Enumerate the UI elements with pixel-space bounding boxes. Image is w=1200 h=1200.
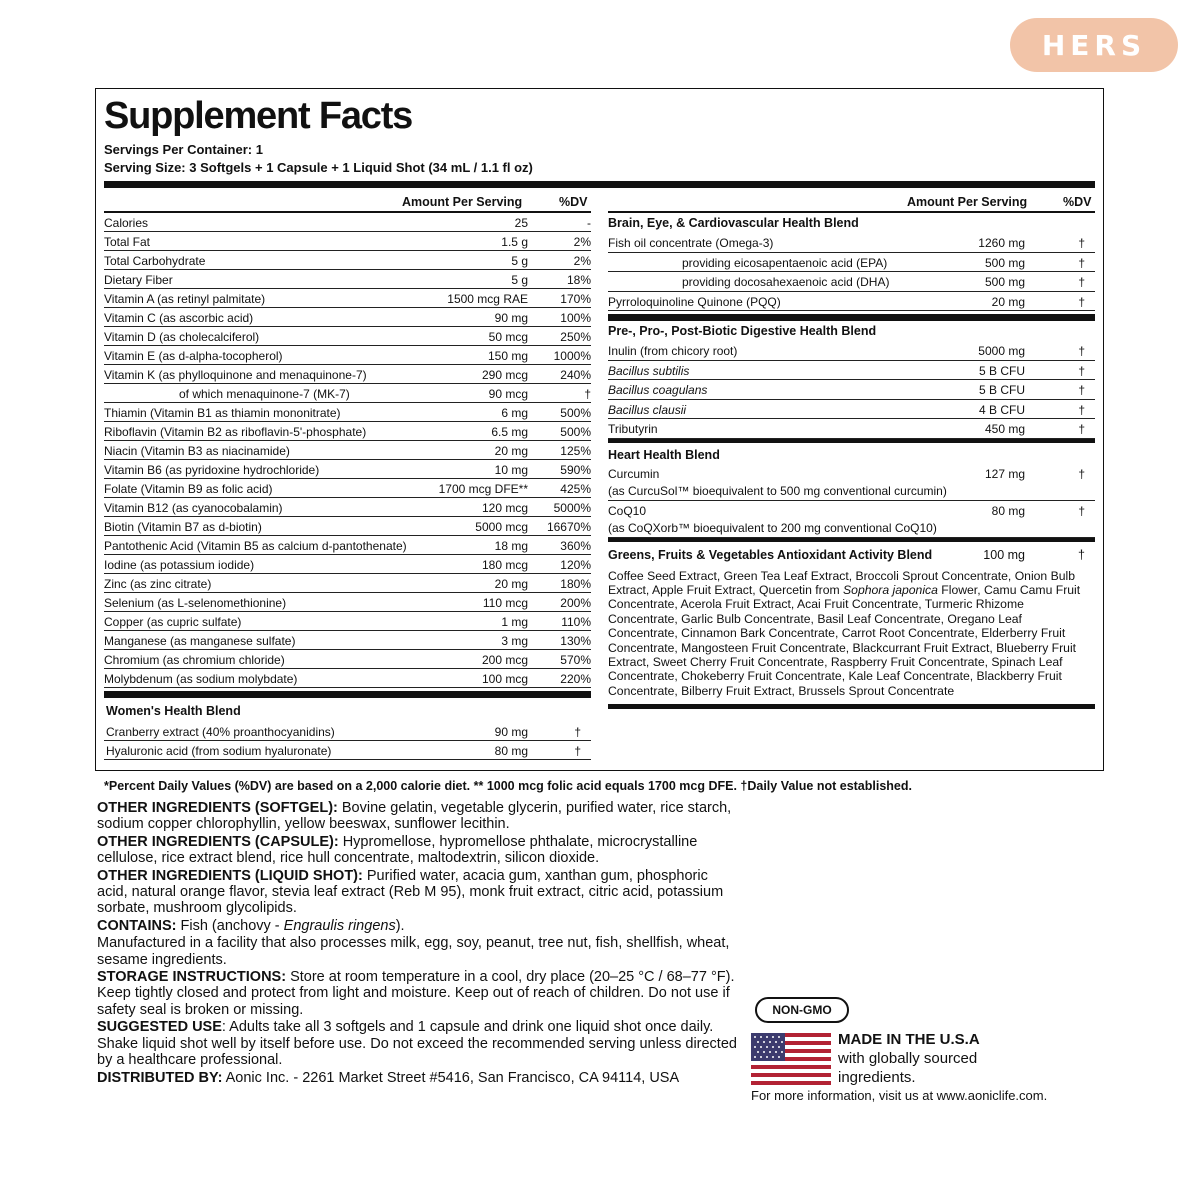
table-row (104, 593, 591, 612)
made-line-3: ingredients. (838, 1069, 916, 1086)
nutrient-name: Bacillus subtilis (608, 363, 690, 378)
nutrient-amount: 20 mg (494, 577, 528, 591)
table-row (104, 612, 591, 631)
left-column-header (104, 191, 591, 213)
dv-footnote: *Percent Daily Values (%DV) are based on a 2,000 calorie diet. ** 1000 mcg folic acid equals 1700 mcg DFE. †Daily Value not established. (104, 779, 912, 793)
made-in-usa-block (838, 1030, 980, 1087)
non-gmo-badge: NON-GMO (755, 997, 849, 1023)
nutrient-amount: 1700 mcg DFE** (438, 482, 528, 496)
nutrient-amount: 90 mg (494, 725, 528, 739)
heart-blend-list (608, 464, 1095, 538)
nutrient-name: Inulin (from chicory root) (608, 344, 738, 358)
nutrient-name: of which menaquinone-7 (MK-7) (179, 387, 350, 401)
nutrient-amount: 80 mg (494, 744, 528, 758)
nutrient-amount: 50 mcg (488, 330, 528, 344)
table-row (104, 498, 591, 517)
digestive-divider-bar (608, 314, 1095, 321)
amount-header-right: Amount Per Serving (907, 195, 1028, 209)
nutrient-dv: 180% (560, 577, 591, 591)
table-row (608, 464, 1095, 501)
nutrient-amount: 5 g (511, 273, 528, 287)
nutrient-dv: 220% (560, 672, 591, 686)
nutrient-name: Bacillus clausii (608, 402, 687, 417)
nutrient-name: providing eicosapentaenoic acid (EPA) (682, 255, 888, 270)
nutrient-dv: † (1078, 363, 1085, 378)
nutrient-amount: 500 mg (984, 275, 1025, 289)
nutrient-name: Molybdenum (as sodium molybdate) (104, 672, 298, 686)
nutrient-dv: 170% (560, 292, 591, 306)
nutrient-amount: 6 mg (501, 406, 528, 420)
left-column (104, 191, 591, 760)
nutrient-dv: † (1078, 422, 1085, 436)
table-row (608, 400, 1095, 420)
blend-divider-bar (104, 691, 591, 698)
nutrient-name: providing docosahexaenoic acid (DHA) (682, 275, 890, 289)
table-row (104, 365, 591, 384)
capsule-ingredients (97, 834, 737, 867)
nutrient-amount: 20 mg (991, 294, 1025, 309)
suggested-use (97, 1019, 737, 1068)
dv-header: %DV (559, 195, 588, 209)
table-row (104, 460, 591, 479)
greens-text-part1: Coffee Seed Extract, Green Tea Leaf Extract, Broccoli Sprout Concentrate, Onion Bulb Extract, Apple Fruit Extract, Quercetin from (608, 568, 1075, 597)
nutrient-name: Tributyrin (608, 422, 658, 436)
table-row (104, 517, 591, 536)
nutrient-amount: 290 mcg (481, 368, 528, 382)
nutrient-amount: 5000 mcg (475, 520, 528, 534)
greens-blend-title: Greens, Fruits & Vegetables Antioxidant Activity Blend (608, 547, 933, 562)
table-row (104, 251, 591, 270)
more-info-text: For more information, visit us at www.aoniclife.com. (751, 1088, 1048, 1103)
nutrient-dv: 570% (560, 653, 591, 667)
nutrient-amount: 20 mg (494, 444, 528, 458)
nutrient-dv: † (1078, 344, 1085, 358)
nutrient-amount: 6.5 mg (491, 425, 528, 439)
brain-blend-title-text: Brain, Eye, & Cardiovascular Health Blend (608, 216, 859, 230)
heart-blend-title (608, 443, 1095, 464)
table-row (104, 574, 591, 593)
servings-per-container: Servings Per Container: 1 (104, 142, 263, 157)
nutrient-amount: 90 mcg (488, 387, 528, 401)
nutrient-name: Vitamin C (as ascorbic acid) (104, 311, 254, 325)
nutrient-name: Vitamin B6 (as pyridoxine hydrochloride) (104, 463, 320, 477)
nutrient-dv: 360% (560, 539, 591, 553)
nutrient-dv: 240% (560, 368, 591, 382)
nutrient-name: Vitamin E (as d-alpha-tocopherol) (104, 349, 283, 363)
nutrient-dv: 130% (560, 634, 591, 648)
distributed-by (97, 1070, 737, 1086)
nutrient-subtext: (as CoQXorb™ bioequivalent to 200 mg conventional CoQ10) (608, 520, 937, 535)
table-row (608, 233, 1095, 253)
nutrient-name: Riboflavin (Vitamin B2 as riboflavin-5'-phosphate) (104, 425, 367, 439)
made-line-2: with globally sourced (838, 1050, 978, 1067)
nutrient-amount: 120 mcg (481, 501, 528, 515)
greens-text-italic: Sophora japonica (843, 582, 938, 597)
page-title: Supplement Facts (104, 95, 413, 137)
nutrient-name: Thiamin (Vitamin B1 as thiamin mononitrate) (104, 406, 341, 420)
facility-text: Manufactured in a facility that also processes milk, egg, soy, peanut, tree nut, fish, shellfish, wheat, sesame ingredients. (97, 935, 730, 968)
table-row (104, 631, 591, 650)
contains-text: Fish (anchovy - (176, 917, 284, 934)
nutrient-dv: † (1078, 294, 1085, 309)
dist-label: DISTRIBUTED BY: (97, 1069, 223, 1086)
nutrient-amount: 18 mg (494, 539, 528, 553)
nutrient-name: Vitamin A (as retinyl palmitate) (104, 292, 266, 306)
nutrient-amount: 5 g (511, 254, 528, 268)
table-row (104, 741, 591, 760)
nutrient-name: Hyaluronic acid (from sodium hyaluronate) (106, 744, 332, 758)
bottom-divider-bar (608, 704, 1095, 709)
nutrient-dv: 2% (573, 235, 591, 249)
table-row (104, 232, 591, 251)
storage-text: Store at room temperature in a cool, dry place (20–25 °C / 68–77 °F). Keep tightly closed and protect from light and moisture. Keep out of reach of children. Do not use if safety seal is broken or missing. (97, 969, 735, 1018)
nutrient-dv: † (1078, 255, 1085, 270)
nutrient-name: Chromium (as chromium chloride) (104, 653, 285, 667)
nutrient-dv: 1000% (553, 349, 591, 363)
top-divider-bar (104, 181, 1095, 188)
nutrient-name: Fish oil concentrate (Omega-3) (608, 236, 774, 250)
nutrient-amount: 200 mcg (481, 653, 528, 667)
nutrient-name: Vitamin K (as phylloquinone and menaquinone-7) (104, 368, 367, 382)
table-row (608, 253, 1095, 273)
nutrient-dv: † (1078, 236, 1085, 250)
right-column (608, 191, 1095, 709)
table-row (104, 346, 591, 365)
brain-blend-title (608, 213, 1095, 233)
nutrient-dv: † (584, 387, 591, 401)
nutrient-dv: 18% (566, 273, 591, 287)
womens-blend-title (104, 698, 591, 722)
nutrient-dv: 590% (560, 463, 591, 477)
greens-blend-dv: † (1078, 547, 1085, 562)
use-label: SUGGESTED USE (97, 1019, 222, 1036)
table-row (608, 501, 1095, 538)
nutrient-list (104, 213, 591, 688)
nutrient-dv: 16670% (546, 520, 591, 534)
digestive-blend-title (608, 321, 1095, 341)
nutrient-name: Biotin (Vitamin B7 as d-biotin) (104, 520, 262, 534)
nutrient-name: Selenium (as L-selenomethionine) (104, 596, 287, 610)
greens-blend-header (608, 542, 1095, 566)
other-ingredients-section (97, 800, 737, 1087)
table-row (104, 479, 591, 498)
nutrient-dv: 5000% (553, 501, 591, 515)
table-row (104, 650, 591, 669)
nutrient-dv: † (1078, 402, 1085, 417)
dist-text: Aonic Inc. - 2261 Market Street #5416, San Francisco, CA 94114, USA (222, 1069, 680, 1086)
table-row (608, 419, 1095, 439)
table-row (608, 361, 1095, 381)
nutrient-amount: 1.5 g (501, 235, 528, 249)
nutrient-name: Niacin (Vitamin B3 as niacinamide) (104, 444, 290, 458)
nutrient-name: Folate (Vitamin B9 as folic acid) (104, 482, 273, 496)
nutrient-name: CoQ10 (608, 503, 647, 518)
nutrient-amount: 1 mg (501, 615, 528, 629)
nutrient-amount: 3 mg (501, 634, 528, 648)
table-row (104, 441, 591, 460)
table-row (608, 292, 1095, 312)
nutrient-amount: 100 mcg (481, 672, 528, 686)
nutrient-amount: 5000 mg (978, 344, 1025, 358)
nutrient-name: Copper (as cupric sulfate) (104, 615, 242, 629)
nutrient-amount: 450 mg (984, 422, 1025, 436)
storage-instructions (97, 969, 737, 1018)
nutrient-amount: 180 mcg (481, 558, 528, 572)
nutrient-amount: 80 mg (991, 503, 1025, 518)
nutrient-amount: 25 (514, 216, 528, 230)
dv-header-right: %DV (1063, 195, 1092, 209)
table-row (104, 308, 591, 327)
nutrient-dv: † (1078, 466, 1085, 481)
nutrient-name: Total Fat (104, 235, 151, 249)
nutrient-name: Calories (104, 216, 149, 230)
hers-badge: HERS (1010, 18, 1178, 72)
serving-size: Serving Size: 3 Softgels + 1 Capsule + 1 Liquid Shot (34 mL / 1.1 fl oz) (104, 160, 533, 175)
supplement-facts-panel (95, 88, 1104, 771)
table-row (608, 272, 1095, 292)
greens-blend-ingredients (608, 566, 1095, 699)
nutrient-amount: 150 mg (487, 349, 528, 363)
capsule-label: OTHER INGREDIENTS (CAPSULE): (97, 833, 339, 850)
nutrient-amount: 127 mg (984, 466, 1025, 481)
nutrient-name: Curcumin (608, 466, 660, 481)
nutrient-name: Dietary Fiber (104, 273, 173, 287)
greens-text-part2: Flower, Camu Camu Fruit Concentrate, Acerola Fruit Extract, Acai Fruit Concentrate, Turmeric Rhizome Concentrate, Garlic Bulb Concentrate, Basil Leaf Concentrate, Oregano Leaf Concentrate, Cinnamon Bark Concentrate, Carrot Root Concentrate, Elderberry Fruit Concentrate, Mangosteen Fruit Concentrate, Blackcurrant Fruit Extract, Blueberry Fruit Extract, Sweet Cherry Fruit Concentrate, Raspberry Fruit Concentrate, Spinach Leaf Concentrate, Chokeberry Fruit Concentrate, Kale Leaf Concentrate, Blackberry Fruit Concentrate, Bilberry Fruit Extract, Brussels Sprout Concentrate (608, 582, 1081, 698)
liquid-shot-ingredients (97, 868, 737, 917)
nutrient-dv: 250% (560, 330, 591, 344)
amount-header: Amount Per Serving (402, 195, 523, 209)
contains-end: ). (395, 917, 405, 934)
greens-blend-amount: 100 mg (983, 547, 1025, 562)
nutrient-dv: 425% (560, 482, 591, 496)
nutrient-dv: 125% (560, 444, 591, 458)
table-row (104, 536, 591, 555)
nutrient-name: Bacillus coagulans (608, 383, 708, 397)
shot-text: Purified water, acacia gum, xanthan gum, phosphoric acid, natural orange flavor, stevia leaf extract (Reb M 95), monk fruit extract, citric acid, potassium sorbate, mushroom glycolipids. (97, 867, 724, 917)
table-row (104, 213, 591, 232)
digestive-blend-list (608, 341, 1095, 439)
womens-blend-list (104, 722, 591, 760)
softgel-ingredients (97, 800, 737, 833)
nutrient-name: Cranberry extract (40% proanthocyanidins) (106, 725, 335, 739)
table-row (608, 341, 1095, 361)
nutrient-dv: † (1078, 383, 1085, 397)
brain-blend-list (608, 233, 1095, 311)
nutrient-dv: 2% (573, 254, 591, 268)
nutrient-amount: 10 mg (494, 463, 528, 477)
table-row (104, 289, 591, 308)
table-row (608, 380, 1095, 400)
table-row (104, 669, 591, 688)
nutrient-name: Manganese (as manganese sulfate) (104, 634, 296, 648)
shot-label: OTHER INGREDIENTS (LIQUID SHOT): (97, 867, 363, 884)
nutrient-name: Iodine (as potassium iodide) (104, 558, 255, 572)
nutrient-dv: † (1078, 275, 1085, 289)
us-flag-icon (751, 1033, 831, 1085)
nutrient-name: Vitamin D (as cholecalciferol) (104, 330, 260, 344)
facility-statement (97, 935, 737, 968)
use-text: : Adults take all 3 softgels and 1 capsule and drink one liquid shot once daily. Shake liquid shot well by itself before use. Do not exceed the recommended serving unless directed by a healthcare professional. (97, 1019, 737, 1069)
contains-statement (97, 918, 737, 934)
nutrient-name: Pyrroloquinoline Quinone (PQQ) (608, 294, 781, 309)
nutrient-amount: 500 mg (984, 255, 1025, 270)
storage-label: STORAGE INSTRUCTIONS: (97, 969, 287, 986)
nutrient-name: Vitamin B12 (as cyanocobalamin) (104, 501, 283, 515)
right-column-header (608, 191, 1095, 213)
table-row (104, 422, 591, 441)
heart-blend-title-text: Heart Health Blend (608, 447, 720, 462)
table-row (104, 327, 591, 346)
nutrient-dv: † (1078, 503, 1085, 518)
table-row (104, 722, 591, 741)
contains-label: CONTAINS: (97, 917, 177, 934)
nutrient-amount: 4 B CFU (978, 402, 1025, 417)
nutrient-name: Zinc (as zinc citrate) (104, 577, 212, 591)
nutrient-dv: 110% (561, 615, 591, 629)
nutrient-amount: 5 B CFU (978, 383, 1025, 397)
nutrient-dv: 500% (560, 425, 591, 439)
nutrient-dv: 200% (560, 596, 591, 610)
softgel-label: OTHER INGREDIENTS (SOFTGEL): (97, 800, 338, 816)
made-in-usa-label: MADE IN THE U.S.A (838, 1031, 980, 1048)
nutrient-dv: † (574, 744, 581, 758)
nutrient-dv: - (587, 216, 591, 230)
nutrient-amount: 1260 mg (978, 236, 1025, 250)
nutrient-dv: 120% (560, 558, 591, 572)
womens-blend-title-text: Women's Health Blend (106, 704, 241, 718)
capsule-text: Hypromellose, hypromellose phthalate, microcrystalline cellulose, rice extract blend, rice hull concentrate, maltodextrin, silicon dioxide. (97, 833, 698, 867)
table-row (104, 270, 591, 289)
nutrient-amount: 90 mg (494, 311, 528, 325)
nutrient-dv: † (574, 725, 581, 739)
table-row (104, 403, 591, 422)
nutrient-dv: 500% (560, 406, 591, 420)
nutrient-subtext: (as CurcuSol™ bioequivalent to 500 mg conventional curcumin) (608, 483, 947, 498)
table-row (104, 384, 591, 403)
softgel-text: Bovine gelatin, vegetable glycerin, purified water, rice starch, sodium copper chlorophyllin, yellow beeswax, sunflower lecithin. (97, 800, 732, 833)
nutrient-amount: 1500 mcg RAE (447, 292, 528, 306)
contains-italic: Engraulis ringens (283, 917, 396, 934)
nutrient-amount: 5 B CFU (978, 363, 1025, 378)
nutrient-name: Total Carbohydrate (104, 254, 206, 268)
digestive-blend-title-text: Pre-, Pro-, Post-Biotic Digestive Health Blend (608, 324, 877, 338)
nutrient-name: Pantothenic Acid (Vitamin B5 as calcium d-pantothenate) (104, 539, 407, 553)
table-row (104, 555, 591, 574)
nutrient-dv: 100% (560, 311, 591, 325)
nutrient-amount: 110 mcg (482, 596, 528, 610)
